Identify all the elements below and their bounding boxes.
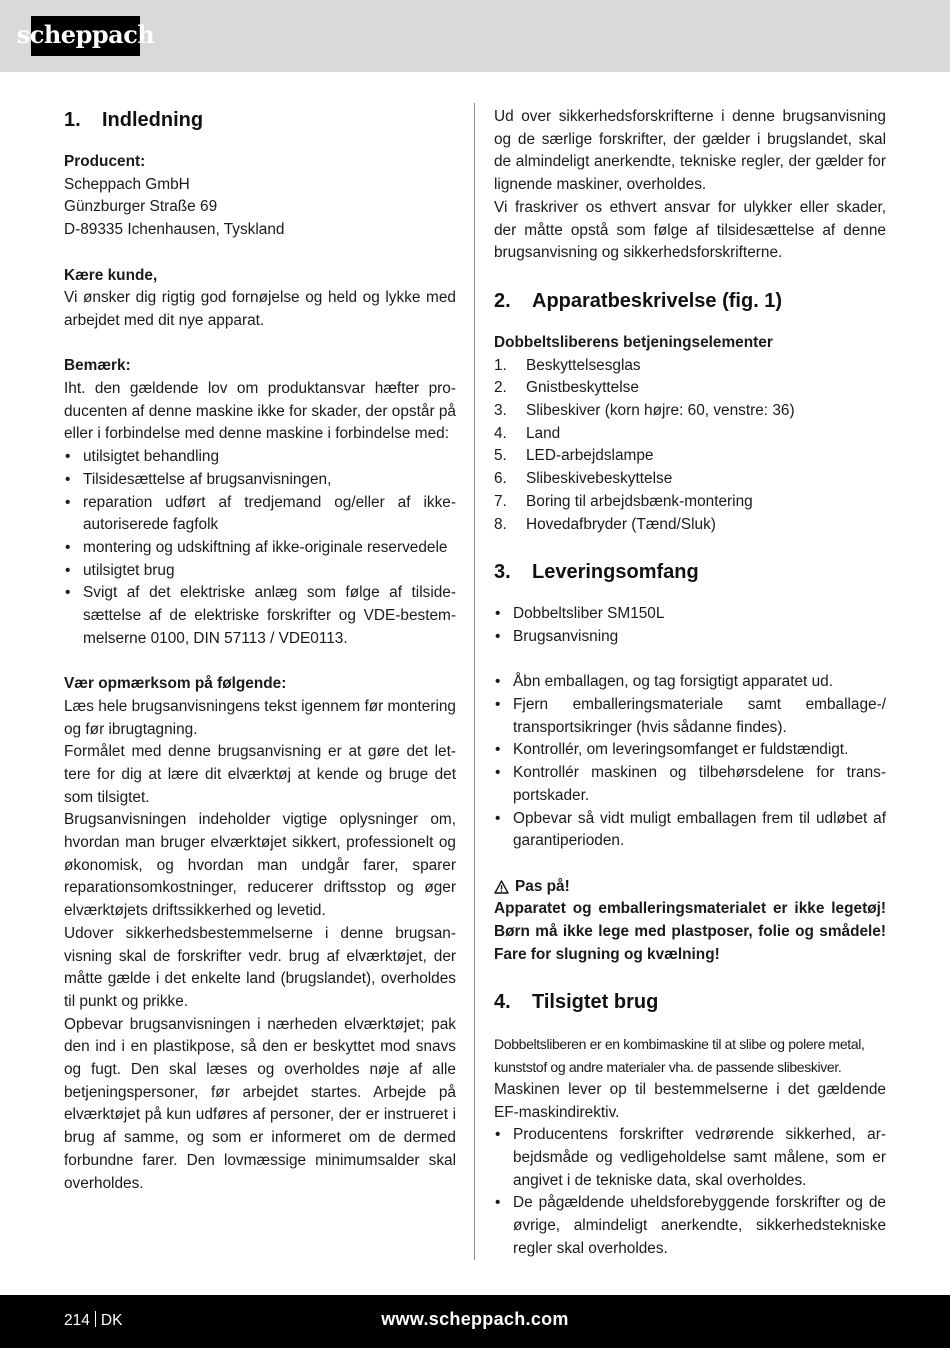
section-title: Leveringsomfang	[532, 561, 699, 584]
section-title: Apparatbeskrivelse (fig. 1)	[532, 289, 783, 312]
section-heading-delivery	[494, 558, 886, 586]
producer-line: Scheppach GmbH	[64, 175, 190, 193]
scope-list	[494, 603, 886, 648]
list-item: • Opbevar så vidt muligt emballagen frem til udløbet af garantiperioden.	[494, 808, 886, 853]
list-item: • Åbn emballagen, og tag forsigtigt apparatet ud.	[494, 671, 886, 694]
section-heading-description	[494, 287, 886, 315]
list-item: • utilsigtet behandling	[64, 446, 456, 469]
list-item: • Tilsidesættelse af brugsanvisningen,	[64, 469, 456, 492]
list-item: • utilsigtet brug	[64, 560, 456, 583]
list-item: • Svigt af det elektriske anlæg som følge af tilsidesættelse af de elektriske forskrifter og VDE-bestemmelserne 0100, DIN 57113 / VDE0113.	[64, 582, 456, 650]
liability-list	[64, 446, 456, 650]
column-divider	[474, 103, 475, 1260]
list-item: 8. Hovedafbryder (Tænd/Sluk)	[494, 515, 716, 533]
page-number-value: 214	[64, 1312, 90, 1329]
section-heading-intro	[64, 106, 456, 134]
controls-label: Dobbeltsliberens betjeningselementer	[494, 333, 773, 351]
list-item: • Brugsanvisning	[494, 626, 886, 649]
section-number: 1.	[64, 109, 81, 131]
list-item: • montering og udskiftning af ikke-originale reservedele	[64, 537, 456, 560]
language-code: DK	[100, 1312, 123, 1329]
unpack-list	[494, 671, 886, 853]
scheppach-logo: scheppach	[31, 16, 140, 56]
list-item: 4. Land	[494, 424, 561, 442]
list-item: • Kontrollér, om leveringsomfanget er fuldstændigt.	[494, 739, 886, 762]
attention-label: Vær opmærksom på følgende:	[64, 675, 287, 693]
producer-label: Producent:	[64, 153, 146, 170]
paragraph: Vi fraskriver os ethvert ansvar for ulykker eller skader, der måtte opstå som følge af tilsidesættelse af denne brugsanvisning og sikkerhedsforskrifterne.	[494, 198, 886, 262]
list-item: • reparation udført af tredjemand og/eller af ikke-autoriserede fagfolk	[64, 492, 456, 537]
note-label: Bemærk:	[64, 357, 131, 375]
list-item: • Producentens forskrifter vedrørende sikkerhed, arbejdsmåde og vedligeholdelse samt målene, som er angivet i de tekniske data, skal overholdes.	[494, 1124, 886, 1192]
list-item: • Kontrollér maskinen og tilbehørsdelene for transportskader.	[494, 762, 886, 807]
list-item: • Dobbeltsliber SM150L	[494, 603, 886, 626]
section-heading-intended-use	[494, 988, 886, 1016]
paragraph: Opbevar brugsanvisningen i nærheden elværktøjet; pak den ind i en plastikpose, så den er beskyttet mod snavs og fugt. Den skal læses og overholdes nøje af alle betjeningspersoner, før arbejdet startes. Arbejde på elværktøjet på kun udføres af personer, der er instrueret i brug af samme, og som er informeret om de dermed forbundne farer. Den lovmæssige minimumsalder skal overholdes.	[64, 1015, 456, 1192]
list-item: 6. Slibeskivebeskyttelse	[494, 470, 673, 488]
intended-use-text: Maskinen lever op til bestemmelserne i det gældende EF-maskindirektiv.	[494, 1080, 886, 1121]
list-item: • De pågældende uheldsforebyggende forskrifter og de øvrige, almindeligt anerkendte, sikkerhedstekniske regler skal overholdes.	[494, 1192, 886, 1260]
dear-customer-label: Kære kunde,	[64, 266, 158, 284]
left-column	[64, 106, 456, 1195]
paragraph: Udover sikkerhedsbestemmelserne i denne brugsanvisning skal de forskrifter vedr. brug af elværktøjet, der måtte gælde i det enkelte land (brugslandet), overholdes til punkt og prikke.	[64, 924, 456, 1010]
note-text: Iht. den gældende lov om produktansvar hæfter producenten af denne maskine ikke for skader, der opstår på eller i forbindelse med denne maskine i forbindelse med:	[64, 380, 456, 443]
list-item: • Fjern emballeringsmateriale samt emballage-/ transportsikringer (hvis sådanne findes).	[494, 694, 886, 739]
producer-line: D-89335 Ichenhausen, Tyskland	[64, 221, 285, 239]
right-column	[494, 106, 886, 1261]
intended-use-intro: Dobbeltsliberen er en kombimaskine til at slibe og polere metal, kunststof og andre materialer vha. de passende slibeskiver.	[494, 1036, 865, 1076]
paragraph: Brugsanvisningen indeholder vigtige oplysninger om, hvordan man bruger elværktøjet sikkert, professionelt og økonomisk, og hvordan man undgår farer, sparer reparationsomkostninger, reducerer driftsstop og øger elværktøjets driftssikkerhed og levetid.	[64, 811, 456, 920]
section-number: 2.	[494, 289, 511, 312]
list-item: 3. Slibeskiver (korn højre: 60, venstre: 36)	[494, 402, 795, 420]
paragraph: Formålet med denne brugsanvisning er at gøre det lettere for dig at lære dit elværktøj at kende og bruge det som tilsigtet.	[64, 743, 456, 806]
controls-list	[494, 355, 886, 537]
producer-line: Günzburger Straße 69	[64, 198, 218, 216]
section-title: Tilsigtet brug	[532, 991, 659, 1014]
section-number: 4.	[494, 991, 511, 1014]
website-url[interactable]: www.scheppach.com	[381, 1309, 569, 1329]
list-item: 7. Boring til arbejdsbænk-montering	[494, 492, 753, 510]
warning-heading	[494, 876, 886, 899]
paragraph: Ud over sikkerhedsforskrifterne i denne brugsanvisning og de særlige forskrifter, der gælder i brugslandet, skal de almindeligt anerkendte, tekniske regler, der gælder for lignende maskiner, overholdes.	[494, 108, 886, 194]
paragraph: Læs hele brugsanvisningens tekst igennem før montering og før ibrugtagning.	[64, 697, 456, 738]
warning-triangle-icon	[494, 880, 509, 894]
list-item: 2. Gnistbeskyttelse	[494, 379, 639, 397]
intended-use-list	[494, 1124, 886, 1260]
footer-bar	[0, 1295, 950, 1348]
warning-label: Pas på!	[515, 877, 570, 895]
dear-customer-text: Vi ønsker dig rigtig god fornøjelse og held og lykke med arbejdet med dit nye apparat.	[64, 289, 456, 329]
list-item: 5. LED-arbejdslampe	[494, 447, 654, 465]
list-item: 1. Beskyttelsesglas	[494, 356, 641, 374]
section-title: Indledning	[102, 109, 204, 131]
header-bar	[0, 0, 950, 72]
warning-text: Apparatet og emballeringsmaterialet er ikke legetøj! Børn må ikke lege med plastposer, folie og smådele! Fare for slugning og kvælning!	[494, 900, 886, 963]
section-number: 3.	[494, 561, 511, 584]
